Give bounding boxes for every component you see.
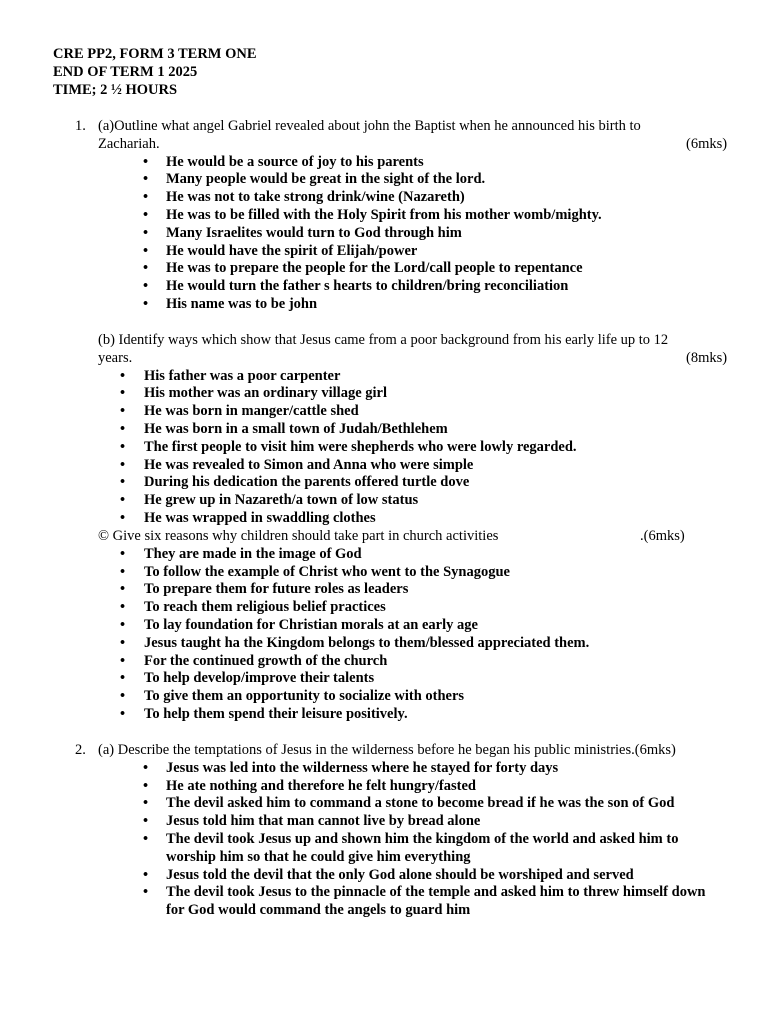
header-line-1: CRE PP2, FORM 3 TERM ONE bbox=[53, 46, 257, 62]
bullet-icon: • bbox=[120, 385, 126, 402]
list-item: • His father was a poor carpenter bbox=[120, 367, 341, 384]
bullet-icon: • bbox=[143, 813, 149, 830]
list-item: • His mother was an ordinary village girl bbox=[120, 385, 388, 402]
bullet-icon: • bbox=[120, 545, 126, 562]
bullet-icon: • bbox=[120, 563, 126, 580]
bullet-icon: • bbox=[143, 242, 149, 259]
header-line-2: END OF TERM 1 2025 bbox=[53, 64, 198, 80]
bullet-icon: • bbox=[120, 670, 126, 687]
list-item: • To prepare them for future roles as leaders bbox=[120, 581, 409, 598]
list-item: • The first people to visit him were shepherds who were lowly regarded. bbox=[120, 438, 577, 455]
bullet-icon: • bbox=[120, 705, 126, 722]
list-item: • To help them spend their leisure positively. bbox=[120, 705, 408, 722]
question-text: (a) Describe the temptations of Jesus in the wilderness before he began his public ministries.(6mks) bbox=[98, 742, 676, 758]
marks-label: (6mks) bbox=[686, 135, 728, 152]
list-item: • During his dedication the parents offered turtle dove bbox=[120, 474, 470, 491]
question-text: (a)Outline what angel Gabriel revealed about john the Baptist when he announced his birth to bbox=[98, 118, 641, 134]
list-item: • He would have the spirit of Elijah/power bbox=[143, 242, 418, 259]
bullet-icon: • bbox=[120, 438, 126, 455]
list-item: • Jesus told the devil that the only God alone should be worshiped and served bbox=[143, 866, 634, 883]
list-item: • To help develop/improve their talents bbox=[120, 670, 375, 687]
bullet-icon: • bbox=[143, 795, 149, 812]
bullet-icon: • bbox=[120, 456, 126, 473]
bullet-icon: • bbox=[120, 616, 126, 633]
list-item: • The devil asked him to command a stone to become bread if he was the son of God bbox=[143, 795, 675, 812]
list-item: • To give them an opportunity to socialize with others bbox=[120, 688, 465, 705]
list-item: • He was wrapped in swaddling clothes bbox=[120, 509, 376, 526]
question-text: © Give six reasons why children should take part in church activities bbox=[98, 528, 499, 544]
bullet-icon: • bbox=[120, 509, 126, 526]
bullet-icon: • bbox=[120, 688, 126, 705]
list-item: • He would be a source of joy to his parents bbox=[143, 153, 424, 170]
bullet-icon: • bbox=[143, 830, 149, 847]
list-item: • He was not to take strong drink/wine (Nazareth) bbox=[143, 189, 465, 206]
header-line-3: TIME; 2 ½ HOURS bbox=[53, 82, 178, 98]
question-text: (b) Identify ways which show that Jesus came from a poor background from his early life up to 12 bbox=[98, 332, 669, 348]
list-item: • To reach them religious belief practices bbox=[120, 599, 386, 616]
list-item: • He would turn the father s hearts to children/bring reconciliation bbox=[143, 278, 569, 295]
answer-list bbox=[0, 154, 768, 314]
answer-list bbox=[0, 760, 768, 920]
list-item: • Jesus was led into the wilderness where he stayed for forty days bbox=[143, 759, 559, 776]
bullet-icon: • bbox=[143, 295, 149, 312]
bullet-icon: • bbox=[120, 634, 126, 651]
list-item: • Jesus taught ha the Kingdom belongs to them/blessed appreciated them. bbox=[120, 634, 590, 651]
bullet-icon: • bbox=[143, 153, 149, 170]
question-1c bbox=[0, 528, 768, 724]
question-1b bbox=[0, 332, 768, 528]
bullet-icon: • bbox=[143, 777, 149, 794]
question-text: Zachariah. bbox=[98, 135, 160, 152]
bullet-icon: • bbox=[143, 260, 149, 277]
question-number: 1. bbox=[75, 118, 86, 134]
list-item: • To lay foundation for Christian morals at an early age bbox=[120, 616, 478, 633]
question-1a bbox=[0, 118, 768, 314]
list-item: • He was revealed to Simon and Anna who were simple bbox=[120, 456, 474, 473]
bullet-icon: • bbox=[120, 403, 126, 420]
list-item: • For the continued growth of the church bbox=[120, 652, 388, 669]
bullet-icon: • bbox=[143, 866, 149, 883]
list-item: • They are made in the image of God bbox=[120, 545, 362, 562]
bullet-icon: • bbox=[120, 652, 126, 669]
list-item: • He was born in manger/cattle shed bbox=[120, 403, 359, 420]
bullet-icon: • bbox=[143, 224, 149, 241]
bullet-icon: • bbox=[120, 599, 126, 616]
list-item: • He ate nothing and therefore he felt hungry/fasted bbox=[143, 777, 476, 794]
bullet-icon: • bbox=[120, 492, 126, 509]
bullet-icon: • bbox=[120, 367, 126, 384]
list-item: • Many people would be great in the sight of the lord. bbox=[143, 171, 486, 188]
list-item: • He grew up in Nazareth/a town of low status bbox=[120, 492, 419, 509]
answer-list bbox=[0, 368, 768, 528]
bullet-icon: • bbox=[143, 278, 149, 295]
bullet-icon: • bbox=[143, 759, 149, 776]
bullet-icon: • bbox=[120, 581, 126, 598]
bullet-icon: • bbox=[143, 884, 149, 901]
exam-header bbox=[53, 46, 257, 100]
marks-label: .(6mks) bbox=[640, 528, 685, 544]
question-text: years. bbox=[98, 349, 133, 366]
question-2a bbox=[0, 742, 768, 920]
list-item: • His name was to be john bbox=[143, 295, 318, 312]
bullet-icon: • bbox=[120, 474, 126, 491]
list-item: • Many Israelites would turn to God through him bbox=[143, 224, 462, 241]
list-item: • He was to be filled with the Holy Spirit from his mother womb/mighty. bbox=[143, 206, 602, 223]
answer-list bbox=[0, 546, 768, 724]
bullet-icon: • bbox=[120, 420, 126, 437]
list-item: • He was born in a small town of Judah/Bethlehem bbox=[120, 420, 448, 437]
list-item: • He was to prepare the people for the Lord/call people to repentance bbox=[143, 260, 583, 277]
list-item: • To follow the example of Christ who went to the Synagogue bbox=[120, 563, 510, 580]
bullet-icon: • bbox=[143, 206, 149, 223]
list-item: • The devil took Jesus up and shown him the kingdom of the world and asked him to worship him so that he could give him everything bbox=[143, 830, 679, 865]
list-item: • Jesus told him that man cannot live by bread alone bbox=[143, 813, 481, 830]
question-number: 2. bbox=[75, 742, 86, 758]
bullet-icon: • bbox=[143, 171, 149, 188]
list-item: • The devil took Jesus to the pinnacle of the temple and asked him to threw himself down for God would command the angels to guard him bbox=[143, 884, 706, 919]
marks-label: (8mks) bbox=[686, 349, 728, 366]
bullet-icon: • bbox=[143, 189, 149, 206]
